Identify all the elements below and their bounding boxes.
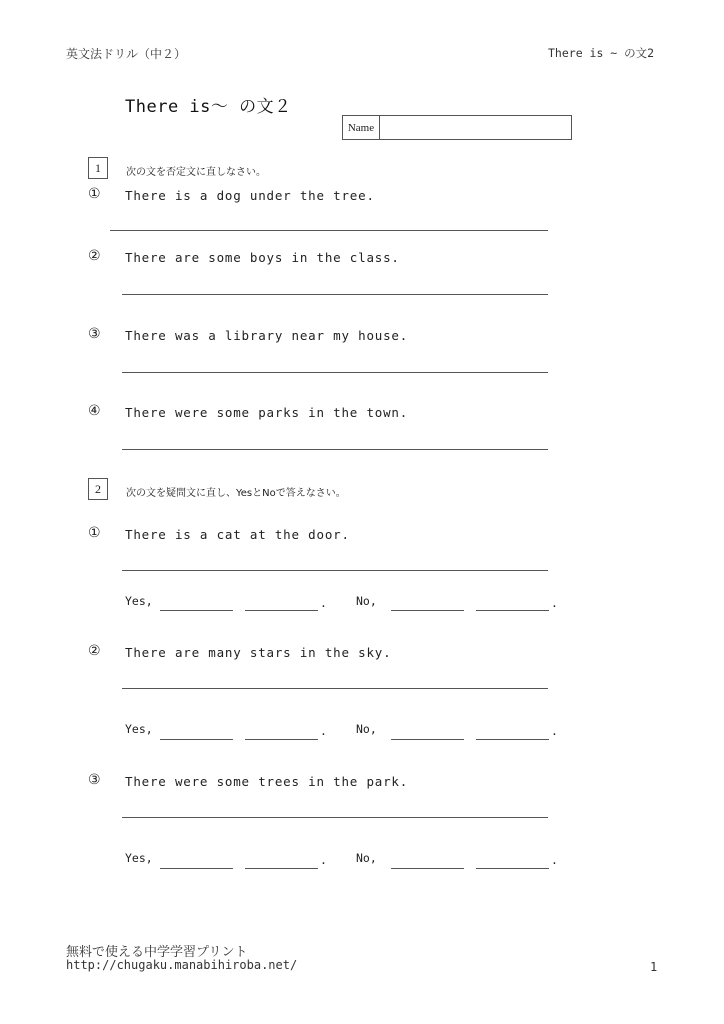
footer-url[interactable]: http://chugaku.manabihiroba.net/ bbox=[66, 958, 298, 972]
question-number: ④ bbox=[88, 403, 101, 419]
no-period: . bbox=[551, 853, 558, 867]
section-1-number: 1 bbox=[88, 157, 108, 179]
header-right: There is ~ の文2 bbox=[548, 46, 655, 60]
question-number: ③ bbox=[88, 772, 101, 788]
page-number: 1 bbox=[650, 960, 658, 974]
no-blank-1[interactable] bbox=[391, 739, 464, 740]
yes-blank-1[interactable] bbox=[160, 610, 233, 611]
header-left: 英文法ドリル（中２） bbox=[66, 47, 187, 61]
question-text: There was a library near my house. bbox=[125, 328, 409, 343]
question-text: There are many stars in the sky. bbox=[125, 645, 392, 660]
no-blank-2[interactable] bbox=[476, 868, 549, 869]
answer-line[interactable] bbox=[122, 449, 548, 450]
no-period: . bbox=[551, 596, 558, 610]
yes-label: Yes, bbox=[125, 722, 153, 736]
yes-period: . bbox=[320, 596, 327, 610]
answer-line[interactable] bbox=[122, 817, 548, 818]
answer-line[interactable] bbox=[122, 372, 548, 373]
no-label: No, bbox=[356, 594, 377, 608]
question-text: There were some trees in the park. bbox=[125, 774, 409, 789]
answer-line[interactable] bbox=[122, 570, 548, 571]
yes-period: . bbox=[320, 724, 327, 738]
yes-period: . bbox=[320, 853, 327, 867]
section-2-instruction: 次の文を疑問文に直し、YesとNoで答えなさい。 bbox=[126, 488, 346, 499]
yes-label: Yes, bbox=[125, 851, 153, 865]
name-box[interactable] bbox=[342, 115, 572, 140]
no-label: No, bbox=[356, 851, 377, 865]
no-period: . bbox=[551, 724, 558, 738]
answer-line[interactable] bbox=[110, 230, 548, 231]
section-1-instruction: 次の文を否定文に直しなさい。 bbox=[126, 167, 266, 178]
question-number: ② bbox=[88, 643, 101, 659]
question-text: There were some parks in the town. bbox=[125, 405, 409, 420]
question-text: There are some boys in the class. bbox=[125, 250, 400, 265]
question-text: There is a cat at the door. bbox=[125, 527, 350, 542]
page-title: There is～ の文２ bbox=[125, 97, 292, 117]
yes-label: Yes, bbox=[125, 594, 153, 608]
yes-blank-1[interactable] bbox=[160, 868, 233, 869]
question-number: ② bbox=[88, 248, 101, 264]
yes-blank-2[interactable] bbox=[245, 610, 318, 611]
answer-line[interactable] bbox=[122, 688, 548, 689]
question-number: ③ bbox=[88, 326, 101, 342]
yes-blank-2[interactable] bbox=[245, 868, 318, 869]
yes-blank-1[interactable] bbox=[160, 739, 233, 740]
section-2-number: 2 bbox=[88, 478, 108, 500]
no-blank-1[interactable] bbox=[391, 610, 464, 611]
no-blank-2[interactable] bbox=[476, 610, 549, 611]
question-number: ① bbox=[88, 186, 101, 202]
no-label: No, bbox=[356, 722, 377, 736]
no-blank-2[interactable] bbox=[476, 739, 549, 740]
footer-tagline: 無料で使える中学学習プリント bbox=[66, 945, 248, 960]
no-blank-1[interactable] bbox=[391, 868, 464, 869]
question-text: There is a dog under the tree. bbox=[125, 188, 375, 203]
name-label: Name bbox=[343, 116, 380, 139]
answer-line[interactable] bbox=[122, 294, 548, 295]
question-number: ① bbox=[88, 525, 101, 541]
yes-blank-2[interactable] bbox=[245, 739, 318, 740]
